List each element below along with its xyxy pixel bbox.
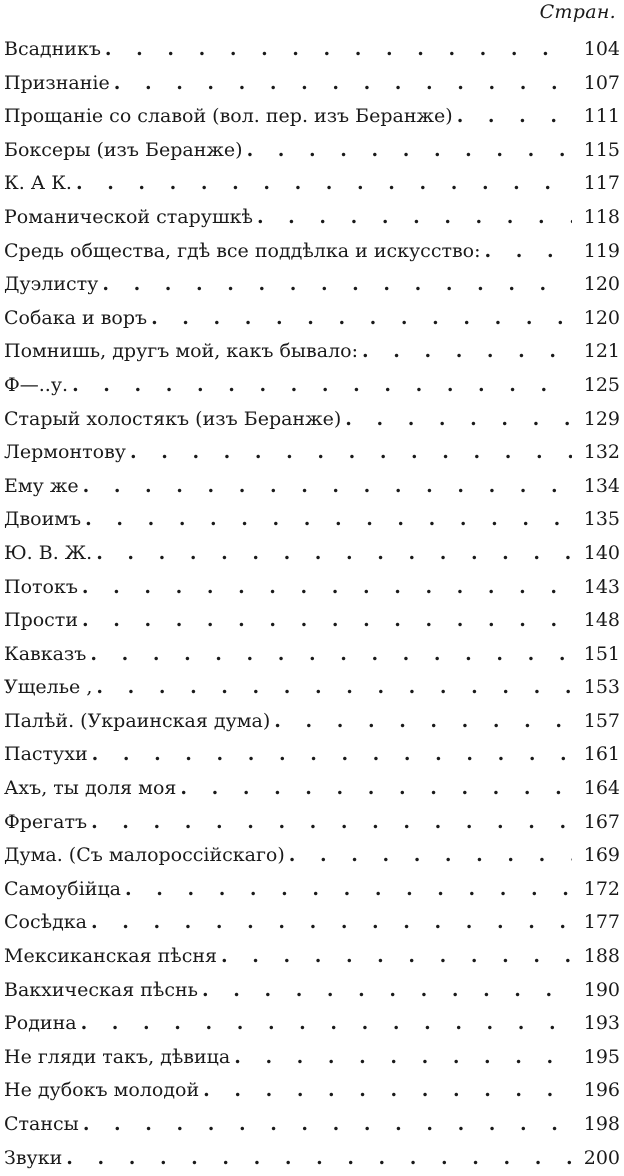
toc-entry-page-number: 148: [583, 609, 620, 632]
toc-entry: [4, 100, 620, 134]
toc-entry-page-number: 188: [583, 945, 620, 968]
toc-entry: [4, 738, 620, 772]
toc-entry: [4, 335, 620, 369]
toc-entry: [4, 839, 620, 873]
toc-entry-title: Собака и воръ: [4, 306, 148, 329]
toc-entry: [4, 369, 620, 403]
toc-entry-title: Стансы: [4, 1113, 79, 1135]
toc-entry: [4, 1142, 620, 1176]
toc-entry-page-number: 169: [583, 844, 620, 867]
toc-entry: [4, 33, 620, 67]
toc-entry: [4, 268, 620, 302]
toc-entry-title: Потокъ: [4, 575, 78, 598]
toc-entry-title: Средь общества, гдѣ все поддѣлка и искусство:: [4, 239, 481, 262]
dot-leader: [485, 235, 572, 269]
toc-entry-title: Самоубійца: [4, 877, 121, 900]
toc-entry-page-number: 119: [583, 239, 620, 262]
toc-entry: [4, 1108, 620, 1142]
toc-entry: [4, 403, 620, 437]
toc-entry-title: Ущелье ,: [4, 676, 93, 699]
dot-leader: [221, 940, 572, 974]
toc-entry-title: Ему же: [4, 474, 79, 497]
toc-entry: [4, 470, 620, 504]
toc-entry-page-number: 129: [583, 407, 620, 430]
toc-entry-page-number: 118: [583, 205, 620, 228]
toc-entry-title: Боксеры (изъ Беранже): [4, 138, 243, 161]
dot-leader: [203, 1074, 572, 1108]
toc-entry-title: Ахъ, ты доля моя: [4, 777, 177, 800]
dot-leader: [66, 1142, 572, 1176]
dot-leader: [274, 705, 572, 739]
toc-entry: [4, 67, 620, 101]
toc-entry-page-number: 198: [583, 1113, 620, 1135]
toc-entry-title: Помнишь, другъ мой, какъ бывало:: [4, 340, 358, 363]
dot-leader: [180, 772, 572, 806]
dot-leader: [130, 436, 572, 470]
toc-entry-title: Двоимъ: [4, 508, 82, 531]
toc-entry-title: Фрегатъ: [4, 810, 88, 833]
toc-entry: [4, 201, 620, 235]
table-of-contents: [4, 33, 620, 1175]
dot-leader: [91, 906, 572, 940]
toc-entry: [4, 974, 620, 1008]
page-column-header: Стран.: [539, 1, 616, 23]
dot-leader: [85, 503, 572, 537]
dot-leader: [289, 839, 572, 873]
dot-leader: [125, 873, 572, 907]
toc-entry: [4, 772, 620, 806]
toc-entry-page-number: 177: [583, 911, 620, 934]
toc-entry-title: Кавказъ: [4, 642, 87, 665]
toc-entry: [4, 1041, 620, 1075]
toc-entry-title: Ю. В. Ж.: [4, 541, 93, 564]
toc-entry: [4, 537, 620, 571]
dot-leader: [234, 1041, 572, 1075]
toc-entry-page-number: 111: [583, 105, 620, 128]
toc-entry-page-number: 125: [583, 373, 620, 396]
toc-entry-page-number: 195: [583, 1045, 620, 1068]
dot-leader: [96, 671, 572, 705]
toc-entry-title: Признаніе: [4, 71, 110, 94]
toc-entry-title: Не гляди такъ, дѣвица: [4, 1045, 231, 1068]
toc-entry: [4, 604, 620, 638]
toc-entry: [4, 671, 620, 705]
toc-entry-title: Романической старушкѣ: [4, 205, 253, 228]
toc-entry: [4, 302, 620, 336]
toc-entry-page-number: 190: [583, 978, 620, 1001]
toc-entry-page-number: 193: [583, 1012, 620, 1035]
toc-entry-page-number: 121: [583, 340, 620, 363]
dot-leader: [457, 100, 572, 134]
toc-entry-page-number: 120: [583, 306, 620, 329]
toc-entry: [4, 1007, 620, 1041]
toc-entry-page-number: 135: [583, 508, 620, 531]
dot-leader: [105, 33, 572, 67]
toc-entry-title: Старый холостякъ (изъ Беранже): [4, 407, 342, 430]
toc-entry-title: Прости: [4, 609, 78, 632]
toc-entry-page-number: 196: [583, 1079, 620, 1102]
toc-entry-page-number: 117: [583, 172, 620, 195]
toc-entry-page-number: 164: [583, 777, 620, 800]
toc-entry-page-number: 167: [583, 810, 620, 833]
toc-entry-title: Сосѣдка: [4, 911, 87, 934]
toc-entry-title: Вакхическая пѣснь: [4, 978, 198, 1001]
toc-entry: [4, 436, 620, 470]
toc-entry-page-number: 153: [583, 676, 620, 699]
dot-leader: [345, 403, 572, 437]
toc-entry: [4, 638, 620, 672]
toc-entry: [4, 134, 620, 168]
toc-entry-title: Прощаніе со славой (вол. пер. изъ Беранже): [4, 105, 453, 128]
toc-entry: [4, 873, 620, 907]
toc-entry: [4, 571, 620, 605]
toc-entry-title: Дуэлисту: [4, 273, 99, 296]
toc-entry: [4, 235, 620, 269]
toc-entry-title: Звуки: [4, 1146, 63, 1169]
toc-entry-page-number: 151: [583, 642, 620, 665]
dot-leader: [83, 470, 572, 504]
dot-leader: [151, 302, 572, 336]
toc-entry-title: Ф—..у.: [4, 373, 69, 396]
toc-entry-title: Пастухи: [4, 743, 88, 766]
dot-leader: [257, 201, 572, 235]
dot-leader: [202, 974, 572, 1008]
dot-leader: [362, 335, 572, 369]
dot-leader: [76, 167, 572, 201]
dot-leader: [102, 268, 572, 302]
dot-leader: [247, 134, 572, 168]
toc-entry: [4, 806, 620, 840]
dot-leader: [92, 738, 572, 772]
toc-entry-title: Палѣй. (Украинская дума): [4, 709, 271, 732]
toc-entry: [4, 503, 620, 537]
dot-leader: [83, 1108, 572, 1142]
toc-entry: [4, 940, 620, 974]
toc-entry-page-number: 161: [583, 743, 620, 766]
toc-entry-page-number: 172: [583, 877, 620, 900]
dot-leader: [114, 67, 572, 101]
toc-entry-page-number: 132: [583, 441, 620, 464]
toc-entry: [4, 705, 620, 739]
toc-entry-title: К. А К.: [4, 172, 72, 195]
toc-entry-page-number: 143: [583, 575, 620, 598]
toc-entry-page-number: 115: [583, 138, 620, 161]
toc-entry-page-number: 104: [583, 38, 620, 60]
dot-leader: [72, 369, 572, 403]
dot-leader: [82, 604, 572, 638]
toc-entry: [4, 906, 620, 940]
toc-entry-title: Всадникъ: [4, 38, 101, 60]
toc-entry-title: Мексиканская пѣсня: [4, 945, 218, 968]
dot-leader: [81, 1007, 572, 1041]
toc-entry: [4, 1074, 620, 1108]
toc-entry-page-number: 120: [583, 273, 620, 296]
toc-entry: [4, 167, 620, 201]
toc-entry-page-number: 134: [583, 474, 620, 497]
dot-leader: [91, 806, 572, 840]
dot-leader: [96, 537, 572, 571]
toc-entry-title: Дума. (Съ малороссійскаго): [4, 844, 285, 867]
toc-entry-page-number: 107: [583, 71, 620, 94]
toc-entry-page-number: 200: [583, 1146, 620, 1169]
toc-entry-title: Родина: [4, 1012, 77, 1035]
dot-leader: [90, 638, 572, 672]
toc-entry-title: Не дубокъ молодой: [4, 1079, 200, 1102]
toc-entry-title: Лермонтову: [4, 441, 126, 464]
dot-leader: [82, 571, 572, 605]
toc-entry-page-number: 157: [583, 709, 620, 732]
toc-entry-page-number: 140: [583, 541, 620, 564]
